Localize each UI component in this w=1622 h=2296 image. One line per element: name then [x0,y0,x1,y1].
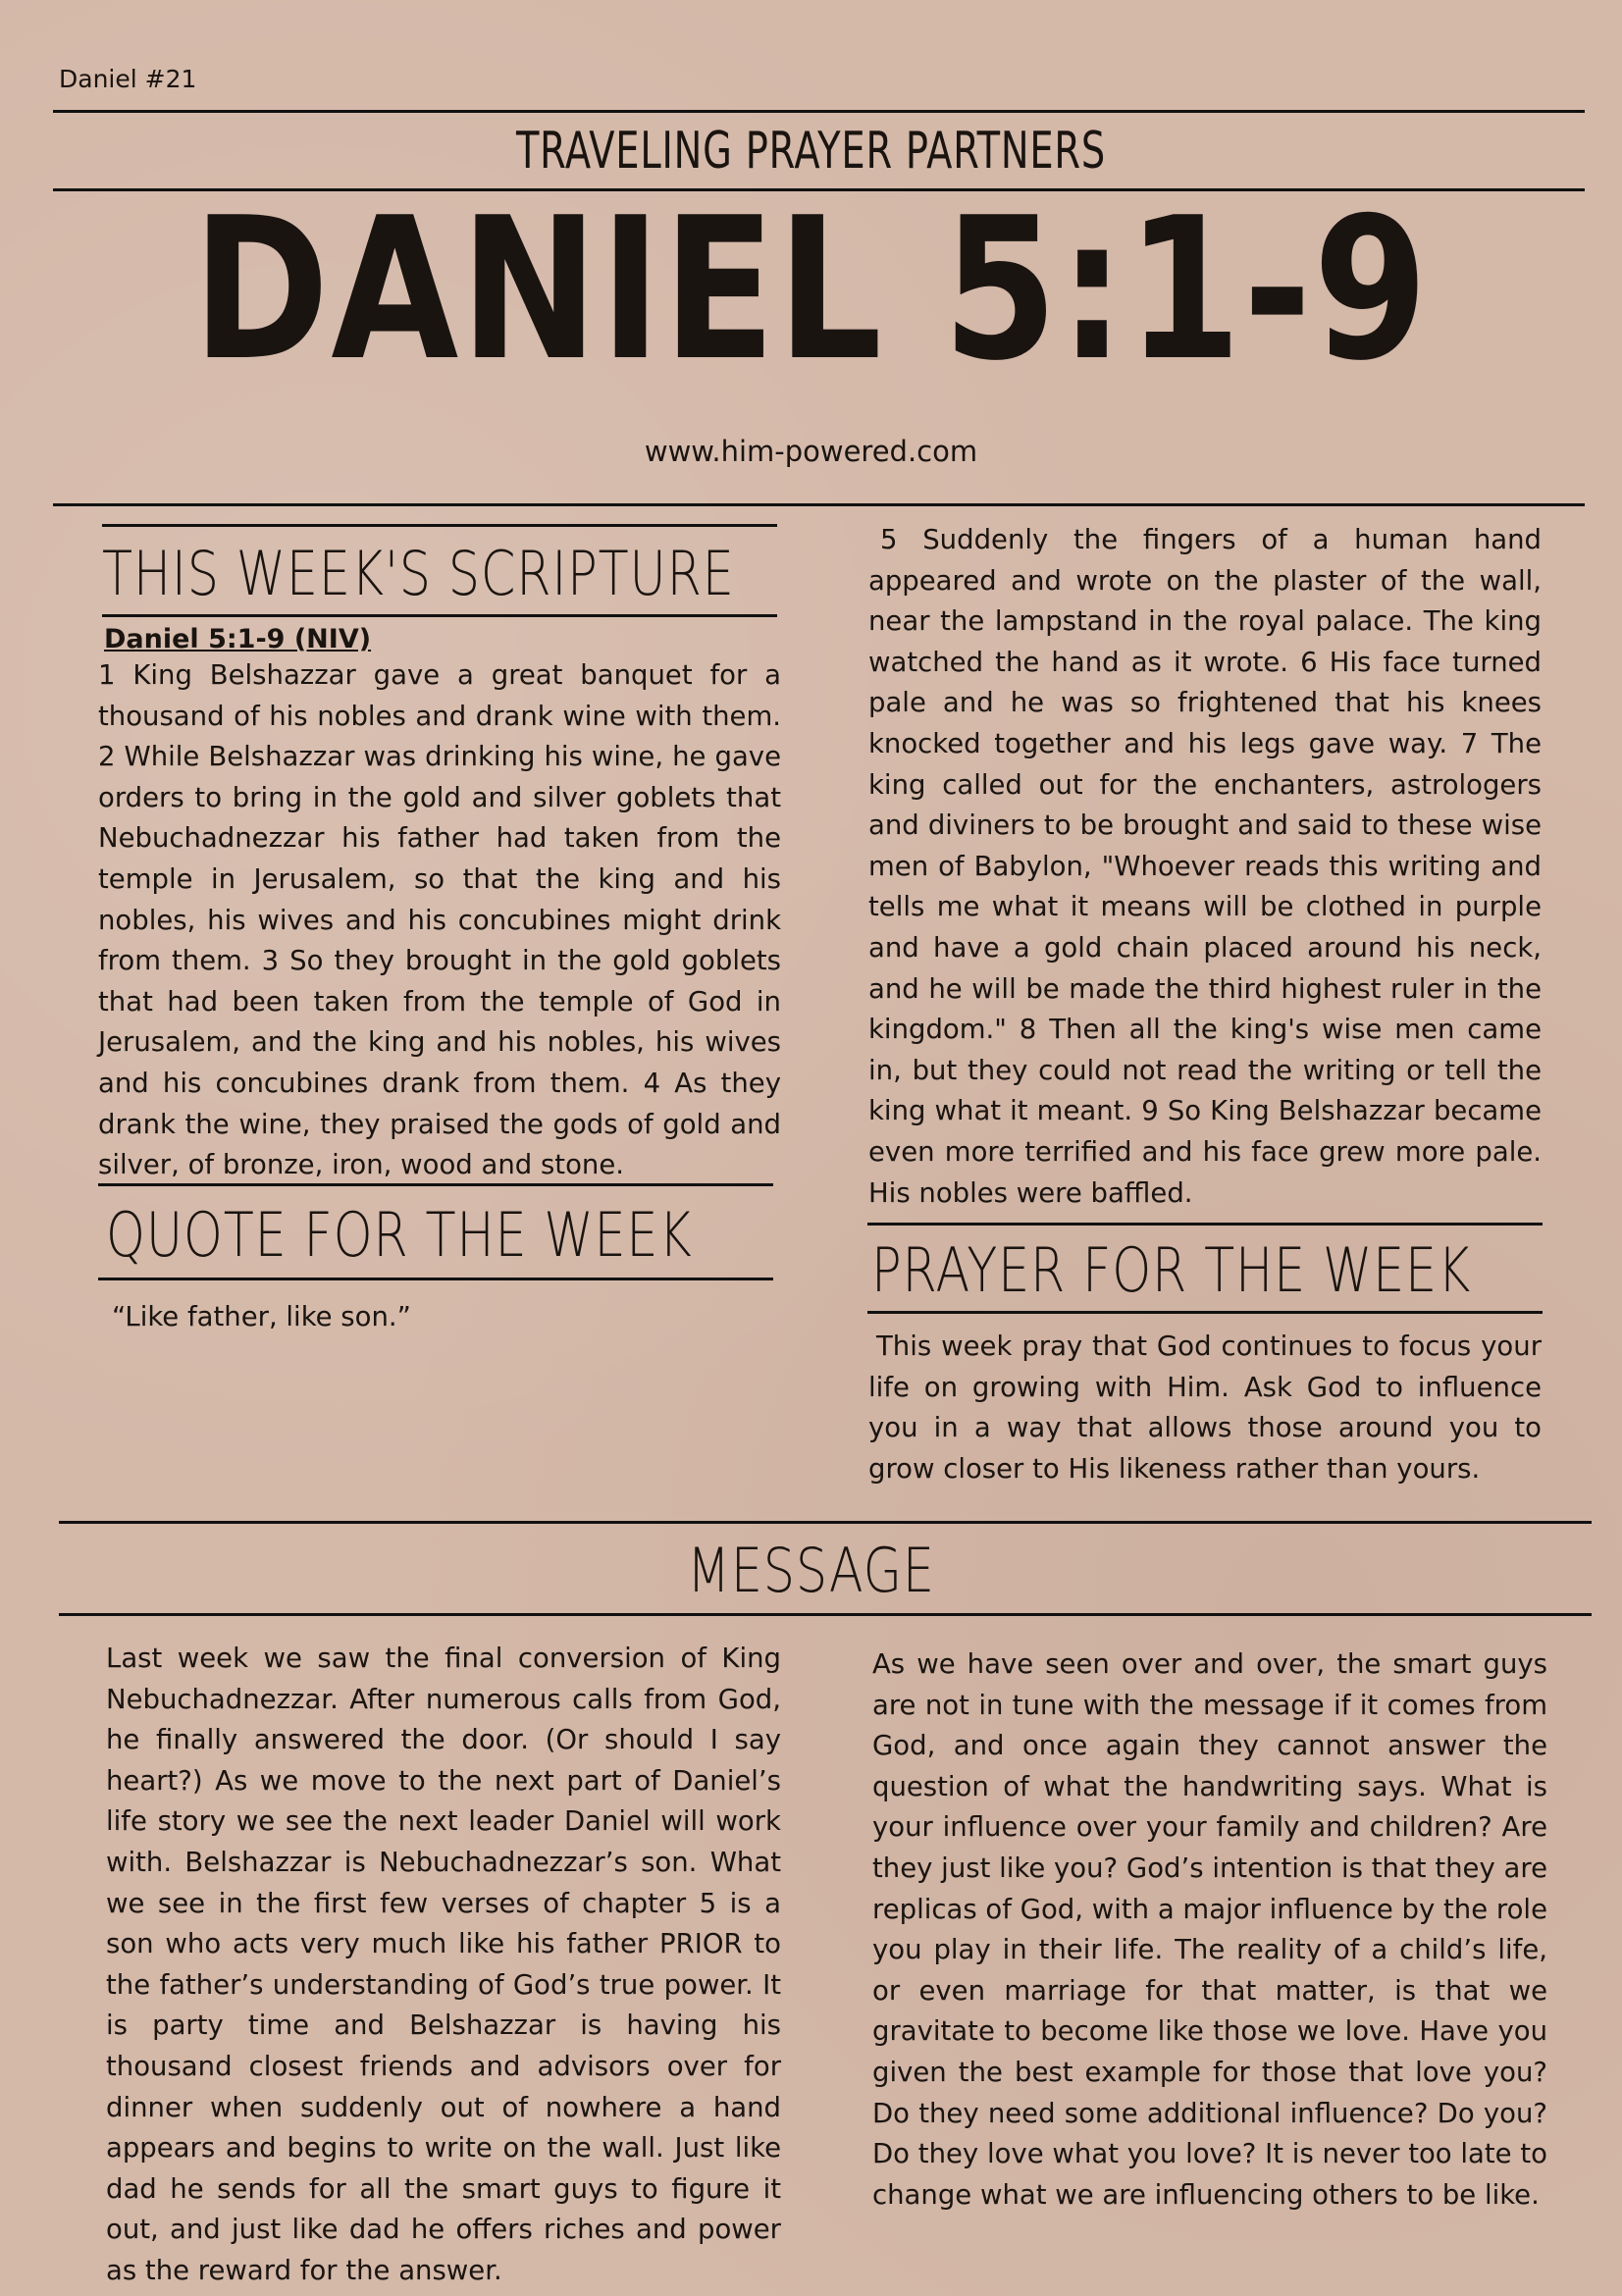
scripture-rule-bottom [102,614,777,617]
scripture-text-part1: 1 King Belshazzar gave a great banquet for a thousand of his nobles and drank wine with them. 2 While Belshazzar was drinking his wine, he gave orders to bring in the gold and silver goblets that Nebuchadnezzar his father had taken from the temple in Jerusalem, so that the king and his nobles, his wives and his concubines might drink from them. 3 So they brought in the gold goblets that had been taken from the temple of God in Jerusalem, and the king and his nobles, his wives and his concubines drank from them. 4 As they drank the wine, they praised the gods of gold and silver, of bronze, iron, wood and stone. [98,659,781,1181]
website-link[interactable]: www.him-powered.com [644,435,978,468]
quote-text: “Like father, like son.” [112,1301,411,1332]
message-column-1: Last week we saw the final conversion of King Nebuchadnezzar. After numerous calls from God, he finally answered the door. (Or should I say heart?) As we move to the next part of Daniel’s life story we see the next leader Daniel will work with. Belshazzar is Nebuchadnezzar’s son. What we see in the first few verses of chapter 5 is a son who acts very much like his father PRIOR to the father’s understanding of God’s true power. It is party time and Belshazzar is having his thousand closest friends and advisors over for dinner when suddenly out of nowhere a hand appears and begins to write on the wall. Just like dad he sends for all the smart guys to figure it out, and just like dad he offers riches and power as the reward for the answer. [106,1643,781,2286]
quote-heading: QUOTE FOR THE WEEK [106,1199,693,1271]
quote-rule-bottom [98,1278,773,1280]
prayer-heading: PRAYER FOR THE WEEK [871,1234,1472,1306]
header-top-rule [53,110,1585,113]
kicker: TRAVELING PRAYER PARTNERS [515,122,1107,181]
quote-rule-top [98,1183,773,1186]
prayer-text: This week pray that God continues to focus your life on growing with Him. Ask God to influence you in a way that allows those around you to grow closer to His likeness rather than yours. [868,1331,1542,1485]
message-heading: MESSAGE [687,1535,935,1606]
issue-label: Daniel #21 [59,65,197,93]
prayer-rule-top [867,1223,1543,1226]
message-rule-bottom [59,1613,1592,1616]
scripture-reference: Daniel 5:1-9 (NIV) [104,624,372,654]
message-rule-top [59,1521,1592,1524]
scripture-heading: THIS WEEK'S SCRIPTURE [102,538,735,609]
prayer-rule-bottom [867,1311,1543,1314]
message-column-2: As we have seen over and over, the smart guys are not in tune with the message if it comes from God, and once again they cannot answer the question of what the handwriting says. What is your influence over your family and children? Are they just like you? God’s intention is that they are replicas of God, with a major influence by the role you play in their life. The reality of a child’s life, or even marriage for that matter, is that we gravitate to become like those we love. Have you given the best example for those that love you? Do they need some additional influence? Do you? Do they love what you love? It is never too late to change what we are influencing others to be like. [872,1648,1547,2211]
scripture-rule-top [102,524,777,527]
page-title: DANIEL 5:1-9 [192,176,1430,404]
scripture-text-part2: 5 Suddenly the fingers of a human hand appeared and wrote on the plaster of the wall, near the lampstand in the royal palace. The king watched the hand as it wrote. 6 His face turned pale and he was so frightened that his knees knocked together and his legs gave way. 7 The king called out for the enchanters, astrologers and diviners to be brought and said to these wise men of Babylon, "Whoever reads this writing and tells me what it means will be clothed in purple and have a gold chain placed around his neck, and he will be made the third highest ruler in the kingdom." 8 Then all the king's wise men came in, but they could not read the writing or tell the king what it meant. 9 So King Belshazzar became even more terrified and his face grew more pale. His nobles were baffled. [868,524,1542,1209]
section-divider [53,503,1585,506]
